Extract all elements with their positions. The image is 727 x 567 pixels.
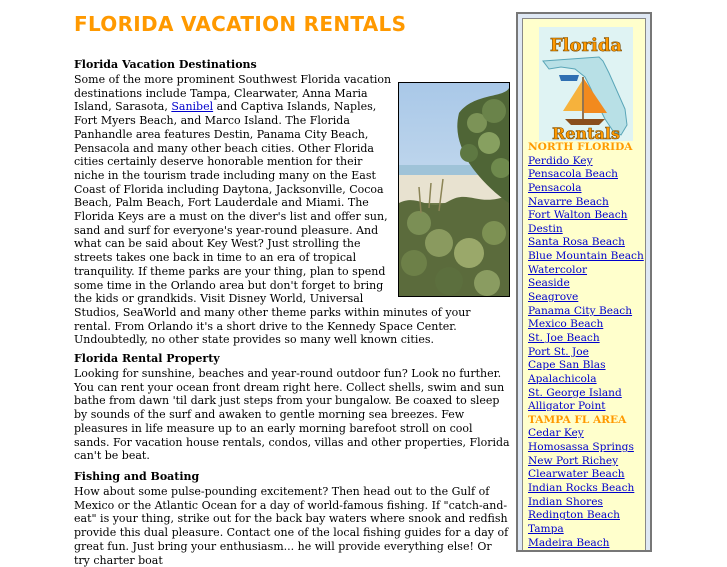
rental-property-heading: Florida Rental Property bbox=[74, 352, 220, 365]
sidebar-item bbox=[528, 318, 652, 332]
sidebar-item bbox=[528, 250, 652, 264]
sidebar-item bbox=[528, 537, 652, 551]
sidebar-panel bbox=[522, 18, 646, 550]
sidebar-link[interactable]: Port St. Joe bbox=[528, 345, 589, 358]
sidebar-item bbox=[528, 373, 652, 387]
sidebar-link[interactable]: Cedar Key bbox=[528, 427, 584, 440]
destinations-heading: Florida Vacation Destinations bbox=[74, 58, 257, 71]
sidebar-item bbox=[528, 182, 652, 196]
sidebar-item bbox=[528, 196, 652, 210]
sidebar-item bbox=[528, 468, 652, 482]
sidebar-link[interactable]: Panama City Beach bbox=[528, 304, 633, 317]
sidebar-link[interactable]: Clearwater Beach bbox=[528, 468, 625, 481]
sidebar-item bbox=[528, 387, 652, 401]
sidebar-item bbox=[528, 496, 652, 510]
sidebar-item bbox=[528, 441, 652, 455]
sidebar-link[interactable]: Indian Shores bbox=[528, 495, 603, 508]
sidebar-item bbox=[528, 223, 652, 237]
sidebar-link[interactable]: Seaside bbox=[528, 277, 570, 290]
sidebar-item bbox=[528, 155, 652, 169]
sidebar-item bbox=[528, 523, 652, 537]
destinations-text-before: Some of the more prominent Southwest Florida vacation destinations include Tampa, Clearwater, Anna Maria Island, Sarasota, bbox=[74, 73, 392, 114]
sidebar-item bbox=[528, 236, 652, 250]
sidebar-item bbox=[528, 305, 652, 319]
sidebar-link[interactable]: Perdido Key bbox=[528, 154, 593, 167]
sidebar-item bbox=[528, 482, 652, 496]
sidebar-link[interactable]: Redington Beach bbox=[528, 509, 620, 522]
sidebar-link[interactable]: Cape San Blas bbox=[528, 359, 606, 372]
rental-property-text: Looking for sunshine, beaches and year-round outdoor fun? Look no further. You can rent your ocean front dream right here. Collect shells, swim and sun bathe from dawn 'til dark just steps from your bungalow. Be coaxed to sleep by sounds of the surf and awaken to gentle morning sea breezes. Few pleasures in life measure up to an early morning barefoot stroll on cool sands. For vacation house rentals, condos, villas and other properties, Florida can't be beat. bbox=[74, 367, 510, 463]
sidebar bbox=[516, 12, 652, 552]
main-content bbox=[74, 10, 510, 567]
sidebar-category bbox=[528, 141, 652, 155]
fishing-text: How about some pulse-pounding excitement? Then head out to the Gulf of Mexico or the Atlantic Ocean for a day of world-famous fishing. If "catch-and-eat" is your thing, strike out for the back bay waters where snook and redfish provide this dual pleasure. Contact one of the local fishing guides for a day of great fun. Just bring your enthusiasm... he will provide everything else! Or try charter boat bbox=[74, 485, 509, 567]
sidebar-item bbox=[528, 264, 652, 278]
sidebar-link[interactable]: Blue Mountain Beach bbox=[528, 250, 644, 263]
destinations-text-after: and Captiva Islands, Naples, Fort Myers Beach, and Marco Island. The Florida Panhandle area features Destin, Panama City Beach, Pensacola and many other beach cities. Other Florida cities certainly deserve honorable mention for their niche in the tourism trade including many on the East Coast of Florida including Daytona, Jacksonville, Cocoa Beach, Palm Beach, Fort Lauderdale and Miami. The Florida Keys are a must on the diver's list and offer sun, sand and surf for everyone's year-round pleasure. And what can be said about Key West? Just strolling the streets takes one back in time to an era of tropical tranquility. If theme parks are your thing, plan to spend some time in the Orlando area but don't forget to bring the kids or grandkids. Visit Disney World, Universal Studios, SeaWorld and many other theme parks within minutes of your rental. From Orlando it's a short drive to the Kennedy Space Center. Undoubtedly, no other state provides so many well known cities. bbox=[74, 100, 471, 347]
fishing-heading: Fishing and Boating bbox=[74, 470, 200, 483]
sidebar-link[interactable]: Tampa bbox=[528, 522, 564, 535]
sidebar-item bbox=[528, 455, 652, 469]
destinations-section bbox=[74, 73, 510, 347]
logo-top-word: Florida bbox=[549, 35, 623, 56]
sidebar-category-label: NORTH FLORIDA bbox=[528, 141, 633, 153]
sidebar-category-label: TAMPA FL AREA bbox=[528, 413, 627, 426]
sidebar-link[interactable]: Apalachicola bbox=[528, 372, 597, 385]
sidebar-item bbox=[528, 359, 652, 373]
sidebar-link[interactable]: Destin bbox=[528, 222, 563, 235]
sidebar-link[interactable]: St. George Island bbox=[528, 386, 622, 399]
sidebar-item bbox=[528, 291, 652, 305]
sidebar-item bbox=[528, 168, 652, 182]
sidebar-item bbox=[528, 427, 652, 441]
logo-bottom-word: Rentals bbox=[552, 124, 620, 141]
sidebar-link[interactable]: Santa Rosa Beach bbox=[528, 236, 625, 249]
sidebar-link[interactable]: Madeira Beach bbox=[528, 536, 610, 549]
sidebar-link[interactable]: Seagrove bbox=[528, 291, 579, 304]
sidebar-nav bbox=[528, 141, 652, 550]
sidebar-category bbox=[528, 414, 652, 428]
sidebar-link[interactable]: Navarre Beach bbox=[528, 195, 609, 208]
sidebar-item bbox=[528, 400, 652, 414]
sidebar-link[interactable]: St. Joe Beach bbox=[528, 331, 600, 344]
page-title: FLORIDA VACATION RENTALS bbox=[74, 12, 407, 36]
sidebar-link[interactable]: Homosassa Springs bbox=[528, 441, 634, 454]
sanibel-link[interactable]: Sanibel bbox=[171, 100, 214, 114]
florida-rentals-logo[interactable] bbox=[539, 27, 633, 141]
sidebar-item bbox=[528, 332, 652, 346]
sidebar-link[interactable]: New Port Richey bbox=[528, 454, 619, 467]
sidebar-link[interactable]: Mexico Beach bbox=[528, 318, 604, 331]
sidebar-item bbox=[528, 209, 652, 223]
beach-dunes-photo bbox=[398, 82, 510, 297]
sidebar-item bbox=[528, 509, 652, 523]
sidebar-link[interactable]: Pensacola bbox=[528, 181, 582, 194]
sidebar-link[interactable]: Indian Rocks Beach bbox=[528, 482, 635, 495]
sidebar-link[interactable]: Watercolor bbox=[528, 263, 588, 276]
sidebar-link[interactable]: Fort Walton Beach bbox=[528, 209, 628, 222]
sidebar-link[interactable]: Pensacola Beach bbox=[528, 168, 619, 181]
sidebar-item bbox=[528, 346, 652, 360]
sidebar-item bbox=[528, 277, 652, 291]
sidebar-link[interactable]: Alligator Point bbox=[528, 400, 606, 413]
